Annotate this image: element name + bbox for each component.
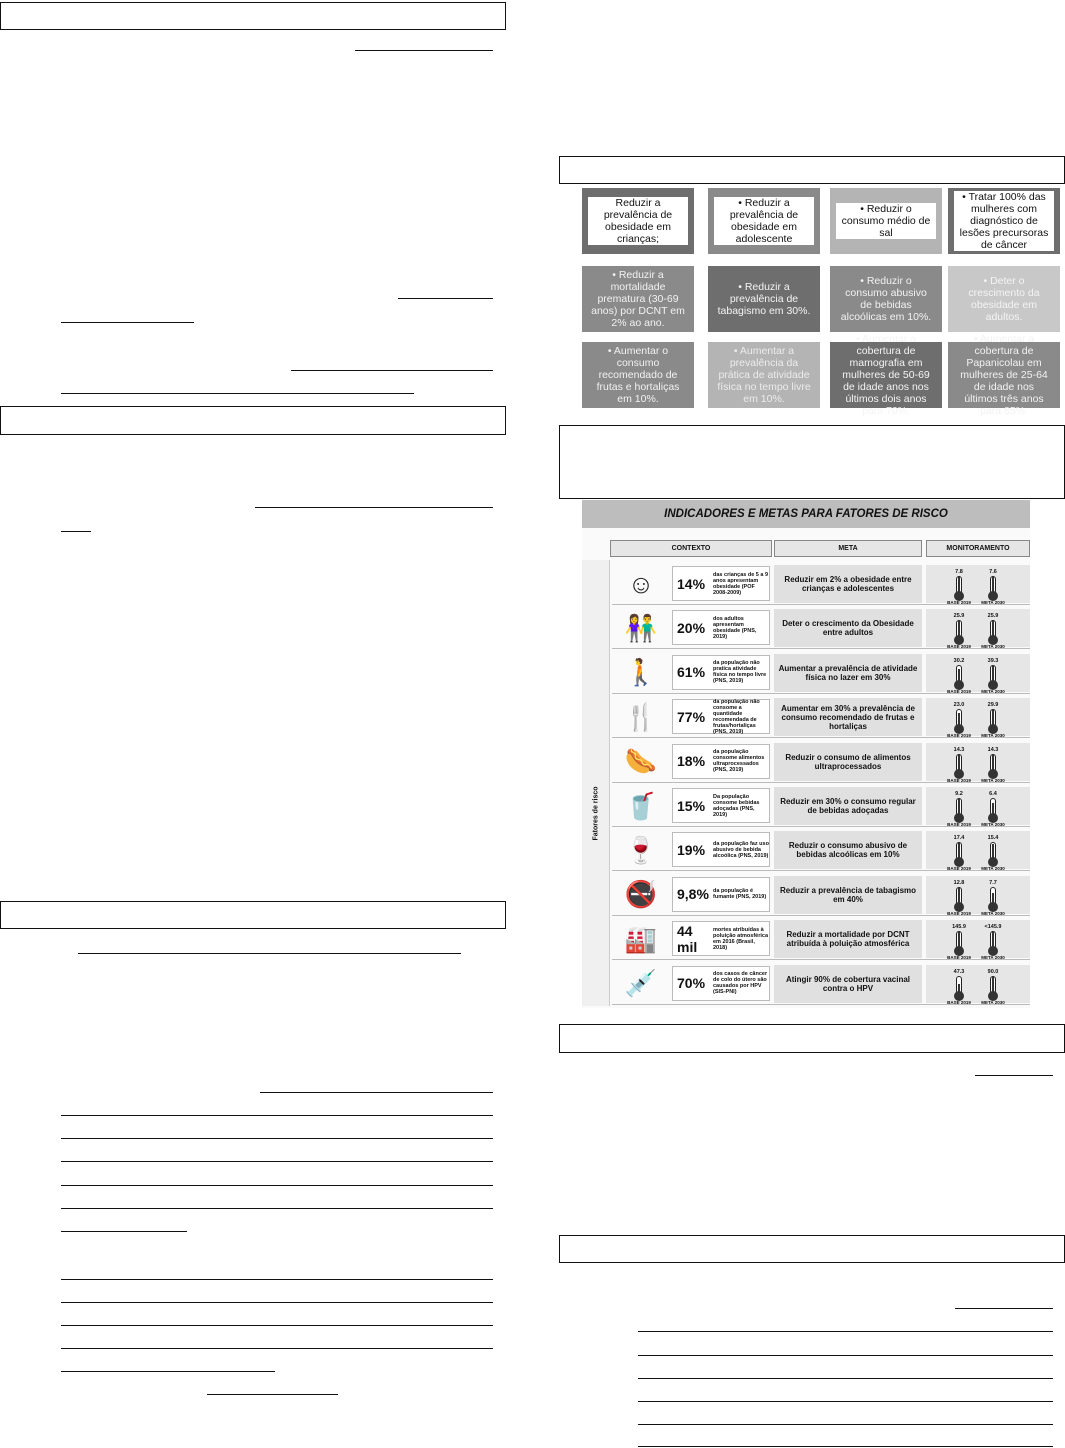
blank-line [638,1378,1053,1379]
base-value: 14.3 [953,746,965,753]
header-box-6 [559,1024,1065,1053]
blank-line [61,1115,493,1116]
goal-tile [582,188,694,254]
monitoring-cell [926,876,1030,914]
meta-cell: Reduzir em 30% o consumo regular de bebidas adoçadas [774,787,922,825]
thermometer-base [944,747,974,781]
thermometer-fill [992,754,994,770]
blank-line [61,531,91,532]
risk-factor-row [612,784,1030,827]
risk-factor-row [612,651,1030,694]
context-text: dos adultos apresentam obesidade (PNS, 2019) [713,615,757,640]
meta-caption: META 2030 [981,777,1005,783]
context-cell [672,966,770,1001]
thermometer-meta [978,613,1008,650]
risk-factor-row [612,606,1030,649]
context-cell [672,832,770,867]
risk-factor-row [612,828,1030,871]
thermometer-fill [992,709,994,725]
meta-value: 7.6 [989,569,997,575]
context-cell [672,566,770,601]
blank-line [291,370,493,371]
context-cell [672,921,770,956]
goal-tile [830,266,942,332]
context-percent: 70% [677,975,706,992]
thermometer-fill [958,754,960,770]
context-cell [672,610,770,645]
base-caption: BASE 2019 [947,777,971,783]
blank-line [61,1138,493,1139]
thermometer-base [944,969,974,1003]
base-value: 12.8 [953,879,965,886]
thermometer-fill [992,665,994,681]
meta-caption: META 2030 [981,733,1005,739]
base-value: 145.9 [952,924,966,931]
meta-caption: META 2030 [981,600,1005,605]
base-caption: BASE 2019 [947,999,971,1005]
base-value: 25.9 [953,613,965,620]
meta-caption: META 2030 [981,822,1005,827]
goal-text: • Aumentar a prevalência da prática de atividade física no tempo livre em 10%. [717,345,811,405]
thermometer-meta [978,702,1008,739]
header-box-3 [0,901,506,929]
context-percent: 19% [677,841,706,858]
monitoring-cell [926,965,1030,1003]
meta-value: <145.9 [984,924,1002,931]
column-header-meta: META [774,540,922,557]
blank-line [61,1302,493,1303]
adult-obesity-icon: 👫 [624,612,658,643]
meta-cell: Reduzir a prevalência de tabagismo em 40% [774,876,922,914]
thermometer-fill [992,576,994,592]
blank-line [398,298,493,299]
goal-text: • Reduzir a prevalência de obesidade em adolescente [714,197,814,245]
thermometer-base [944,702,974,739]
goal-tile [708,342,820,408]
blank-line [61,1208,493,1209]
header-box-1 [0,2,506,30]
thermometer-meta [978,658,1008,692]
meta-value: 90.0 [987,968,999,975]
goal-tile [830,188,942,254]
base-caption: BASE 2019 [947,866,971,872]
vaccine-syringe-icon: 💉 [624,968,658,999]
side-band [582,560,610,1006]
meta-cell: Reduzir em 2% a obesidade entre crianças e adolescentes [774,565,922,603]
meta-cell: Aumentar a prevalência de atividade física no lazer em 30% [774,654,922,692]
context-cell [672,699,770,734]
hotdog-icon: 🌭 [624,746,658,777]
base-caption: BASE 2019 [947,955,971,961]
goal-tile [830,333,942,417]
goal-tile [582,266,694,332]
base-value: 30.2 [953,657,965,664]
column-header-monitoramento: MONITORAMENTO [926,540,1030,557]
risk-factor-row [612,740,1030,783]
thermometer-fill [958,798,960,814]
goal-text: • Reduzir o consumo médio de sal [836,203,936,239]
context-text: mortes atribuídas à poluição atmosférica em 2016 (Brasil, 2018) [713,926,769,951]
goal-text: • Reduzir o consumo abusivo de bebidas alcoólicas em 10%. [840,275,932,323]
blank-line [207,1394,338,1395]
thermometer-meta [978,747,1008,781]
risk-factor-row [612,873,1030,916]
thermometer-fill [958,620,960,636]
blank-line [260,1092,493,1093]
context-cell [672,877,770,912]
no-smoking-icon: 🚭 [624,879,658,910]
goal-text: • Deter o crescimento da obesidade em adultos. [968,275,1040,323]
goal-tile [708,266,820,332]
context-text: da população não consome a quantidade recomendada de frutas/hortaliças (PNS, 2019) [713,698,760,735]
goal-text: • Aumentar o consumo recomendado de frutas e hortaliças em 10%. [596,345,680,405]
base-value: 7.8 [955,569,963,575]
meta-value: 14.3 [987,746,999,753]
meta-cell: Reduzir o consumo de alimentos ultraprocessados [774,743,922,781]
meta-value: 25.9 [987,613,999,620]
thermometer-fill [958,576,960,592]
thermometer-fill [992,844,994,858]
thermometer-meta [978,791,1008,825]
goal-text: Reduzir a prevalência de obesidade em crianças; [588,197,688,245]
context-percent: 14% [677,575,706,592]
blank-line [638,1331,1053,1332]
goal-text: • Aumentar a cobertura de Papanicolau em mulheres de 25-64 de idade nos últimos três anos para 85%. [960,333,1048,417]
goal-tile [948,266,1060,332]
blank-line [61,1371,275,1372]
blank-line [61,393,414,394]
blank-line [638,1424,1053,1425]
context-percent: 9,8% [677,886,709,903]
context-percent: 15% [677,797,706,814]
thermometer-base [944,791,974,825]
blank-line [61,1325,493,1326]
goal-text: • Tratar 100% das mulheres com diagnóstico de lesões precursoras de câncer [954,191,1054,251]
thermometer-fill [958,931,960,947]
base-caption: BASE 2019 [947,688,971,694]
header-box-7 [559,1235,1065,1263]
blank-line [255,507,493,508]
base-value: 9.2 [955,791,963,797]
blank-line [61,1348,493,1349]
thermometer-fill [958,842,960,858]
meta-value: 7.7 [989,879,997,886]
blank-line [638,1446,1053,1447]
context-cell [672,655,770,690]
meta-caption: META 2030 [981,999,1005,1005]
sugary-drinks-icon: 🥤 [624,790,658,821]
monitoring-cell [926,831,1030,872]
context-cell [672,788,770,823]
risk-factor-row [612,962,1030,1005]
context-text: Da população consome bebidas adoçadas (PNS, 2019) [713,793,760,818]
infographic-title: INDICADORES E METAS PARA FATORES DE RISCO [582,500,1030,528]
blank-line [61,1185,493,1186]
context-percent: 20% [677,619,706,636]
thermometer-base [944,613,974,650]
blank-line [61,322,194,323]
context-text: da população não pratica atividade física no tempo livre (PNS, 2019) [713,660,767,685]
context-percent: 44 mil [677,922,698,955]
thermometer-fill [958,669,960,681]
blank-line [61,1279,493,1280]
context-text: da população é fumante (PNS, 2019) [713,888,767,901]
risk-factor-row [612,917,1030,960]
context-percent: 61% [677,664,706,681]
monitoring-cell [926,654,1030,692]
risk-factor-row [612,695,1030,738]
goal-text: • Reduzir a prevalência de tabagismo em 30%. [717,281,811,317]
context-percent: 18% [677,753,706,770]
goal-text: • Aumentar a cobertura de mamografia em mulheres de 50-69 de idade anos nos últimos dois anos para 70%. [842,333,930,417]
risk-factor-infographic [582,500,1030,1008]
blank-line [638,1401,1053,1402]
context-text: dos casos de câncer de colo do útero são causados por HPV (SIS-PNI) [713,971,768,996]
context-cell [672,744,770,779]
thermometer-base [944,924,974,961]
base-value: 23.0 [953,702,965,709]
thermometer-meta [978,880,1008,914]
thermometer-meta [978,569,1008,603]
blank-line [61,1161,493,1162]
context-text: das crianças de 5 a 9 anos apresentam obesidade (POF 2008-2009) [713,571,769,596]
goals-grid [582,186,1060,417]
meta-caption: META 2030 [981,866,1005,872]
base-value: 17.4 [953,835,965,842]
context-text: da população faz uso abusivo de bebida alcoólica (PNS, 2019) [713,840,769,859]
blank-line [355,50,493,51]
risk-factor-row [612,562,1030,605]
meta-value: 39.3 [987,657,999,664]
thermometer-fill [958,887,960,903]
monitoring-cell [926,698,1030,739]
meta-value: 29.9 [987,702,999,709]
thermometer-base [944,658,974,692]
context-text: da população consome alimentos ultraprocessados (PNS, 2019) [713,749,765,774]
thermometer-meta [978,835,1008,872]
base-value: 47.3 [953,968,965,975]
thermometer-base [944,835,974,872]
alcohol-abuse-icon: 🍷 [624,834,658,865]
goal-text: • Reduzir a mortalidade prematura (30-69 anos) por DCNT em 2% ao ano. [591,269,685,329]
blank-line [78,953,461,954]
base-caption: BASE 2019 [947,822,971,827]
meta-value: 6.4 [989,791,997,797]
base-caption: BASE 2019 [947,910,971,916]
walking-dog-icon: 🚶 [624,657,658,688]
thermometer-fill [992,931,994,947]
thermometer-base [944,880,974,914]
header-box-5 [559,425,1065,499]
meta-cell: Deter o crescimento da Obesidade entre adultos [774,609,922,647]
goal-tile [948,333,1060,417]
factory-pollution-icon: 🏭 [624,923,658,954]
thermometer-fill [992,976,994,992]
side-label: Fatores de risco [592,786,600,841]
goal-tile [582,342,694,408]
header-box-4 [559,156,1065,184]
goal-tile [708,188,820,254]
meta-caption: META 2030 [981,910,1005,916]
thermometer-base [944,569,974,603]
meta-cell: Reduzir o consumo abusivo de bebidas alcoólicas em 10% [774,831,922,869]
context-percent: 77% [677,708,706,725]
blank-line [955,1308,1053,1309]
base-caption: BASE 2019 [947,644,971,650]
blank-line [975,1075,1053,1076]
meta-caption: META 2030 [981,955,1005,961]
thermometer-meta [978,924,1008,961]
meta-cell: Atingir 90% de cobertura vacinal contra o HPV [774,965,922,1003]
meta-cell: Reduzir a mortalidade por DCNT atribuída à poluição atmosférica [774,920,922,958]
monitoring-cell [926,787,1030,825]
monitoring-cell [926,743,1030,781]
blank-line [61,1231,187,1232]
meta-caption: META 2030 [981,644,1005,650]
meta-cell: Aumentar em 30% a prevalência de consumo recomendado de frutas e hortaliças [774,698,922,736]
meta-value: 15.4 [987,835,999,842]
goal-tile [948,188,1060,254]
fruits-vegetables-icon: 🍴 [624,701,658,732]
thermometer-meta [978,969,1008,1003]
base-caption: BASE 2019 [947,600,971,605]
column-header-contexto: CONTEXTO [610,540,772,557]
monitoring-cell [926,609,1030,650]
child-obesity-icon: ☺ [627,568,655,599]
blank-line [638,1355,1053,1356]
monitoring-cell [926,565,1030,603]
meta-caption: META 2030 [981,688,1005,694]
header-box-2 [0,406,506,435]
base-caption: BASE 2019 [947,733,971,739]
monitoring-cell [926,920,1030,961]
thermometer-fill [992,620,994,636]
